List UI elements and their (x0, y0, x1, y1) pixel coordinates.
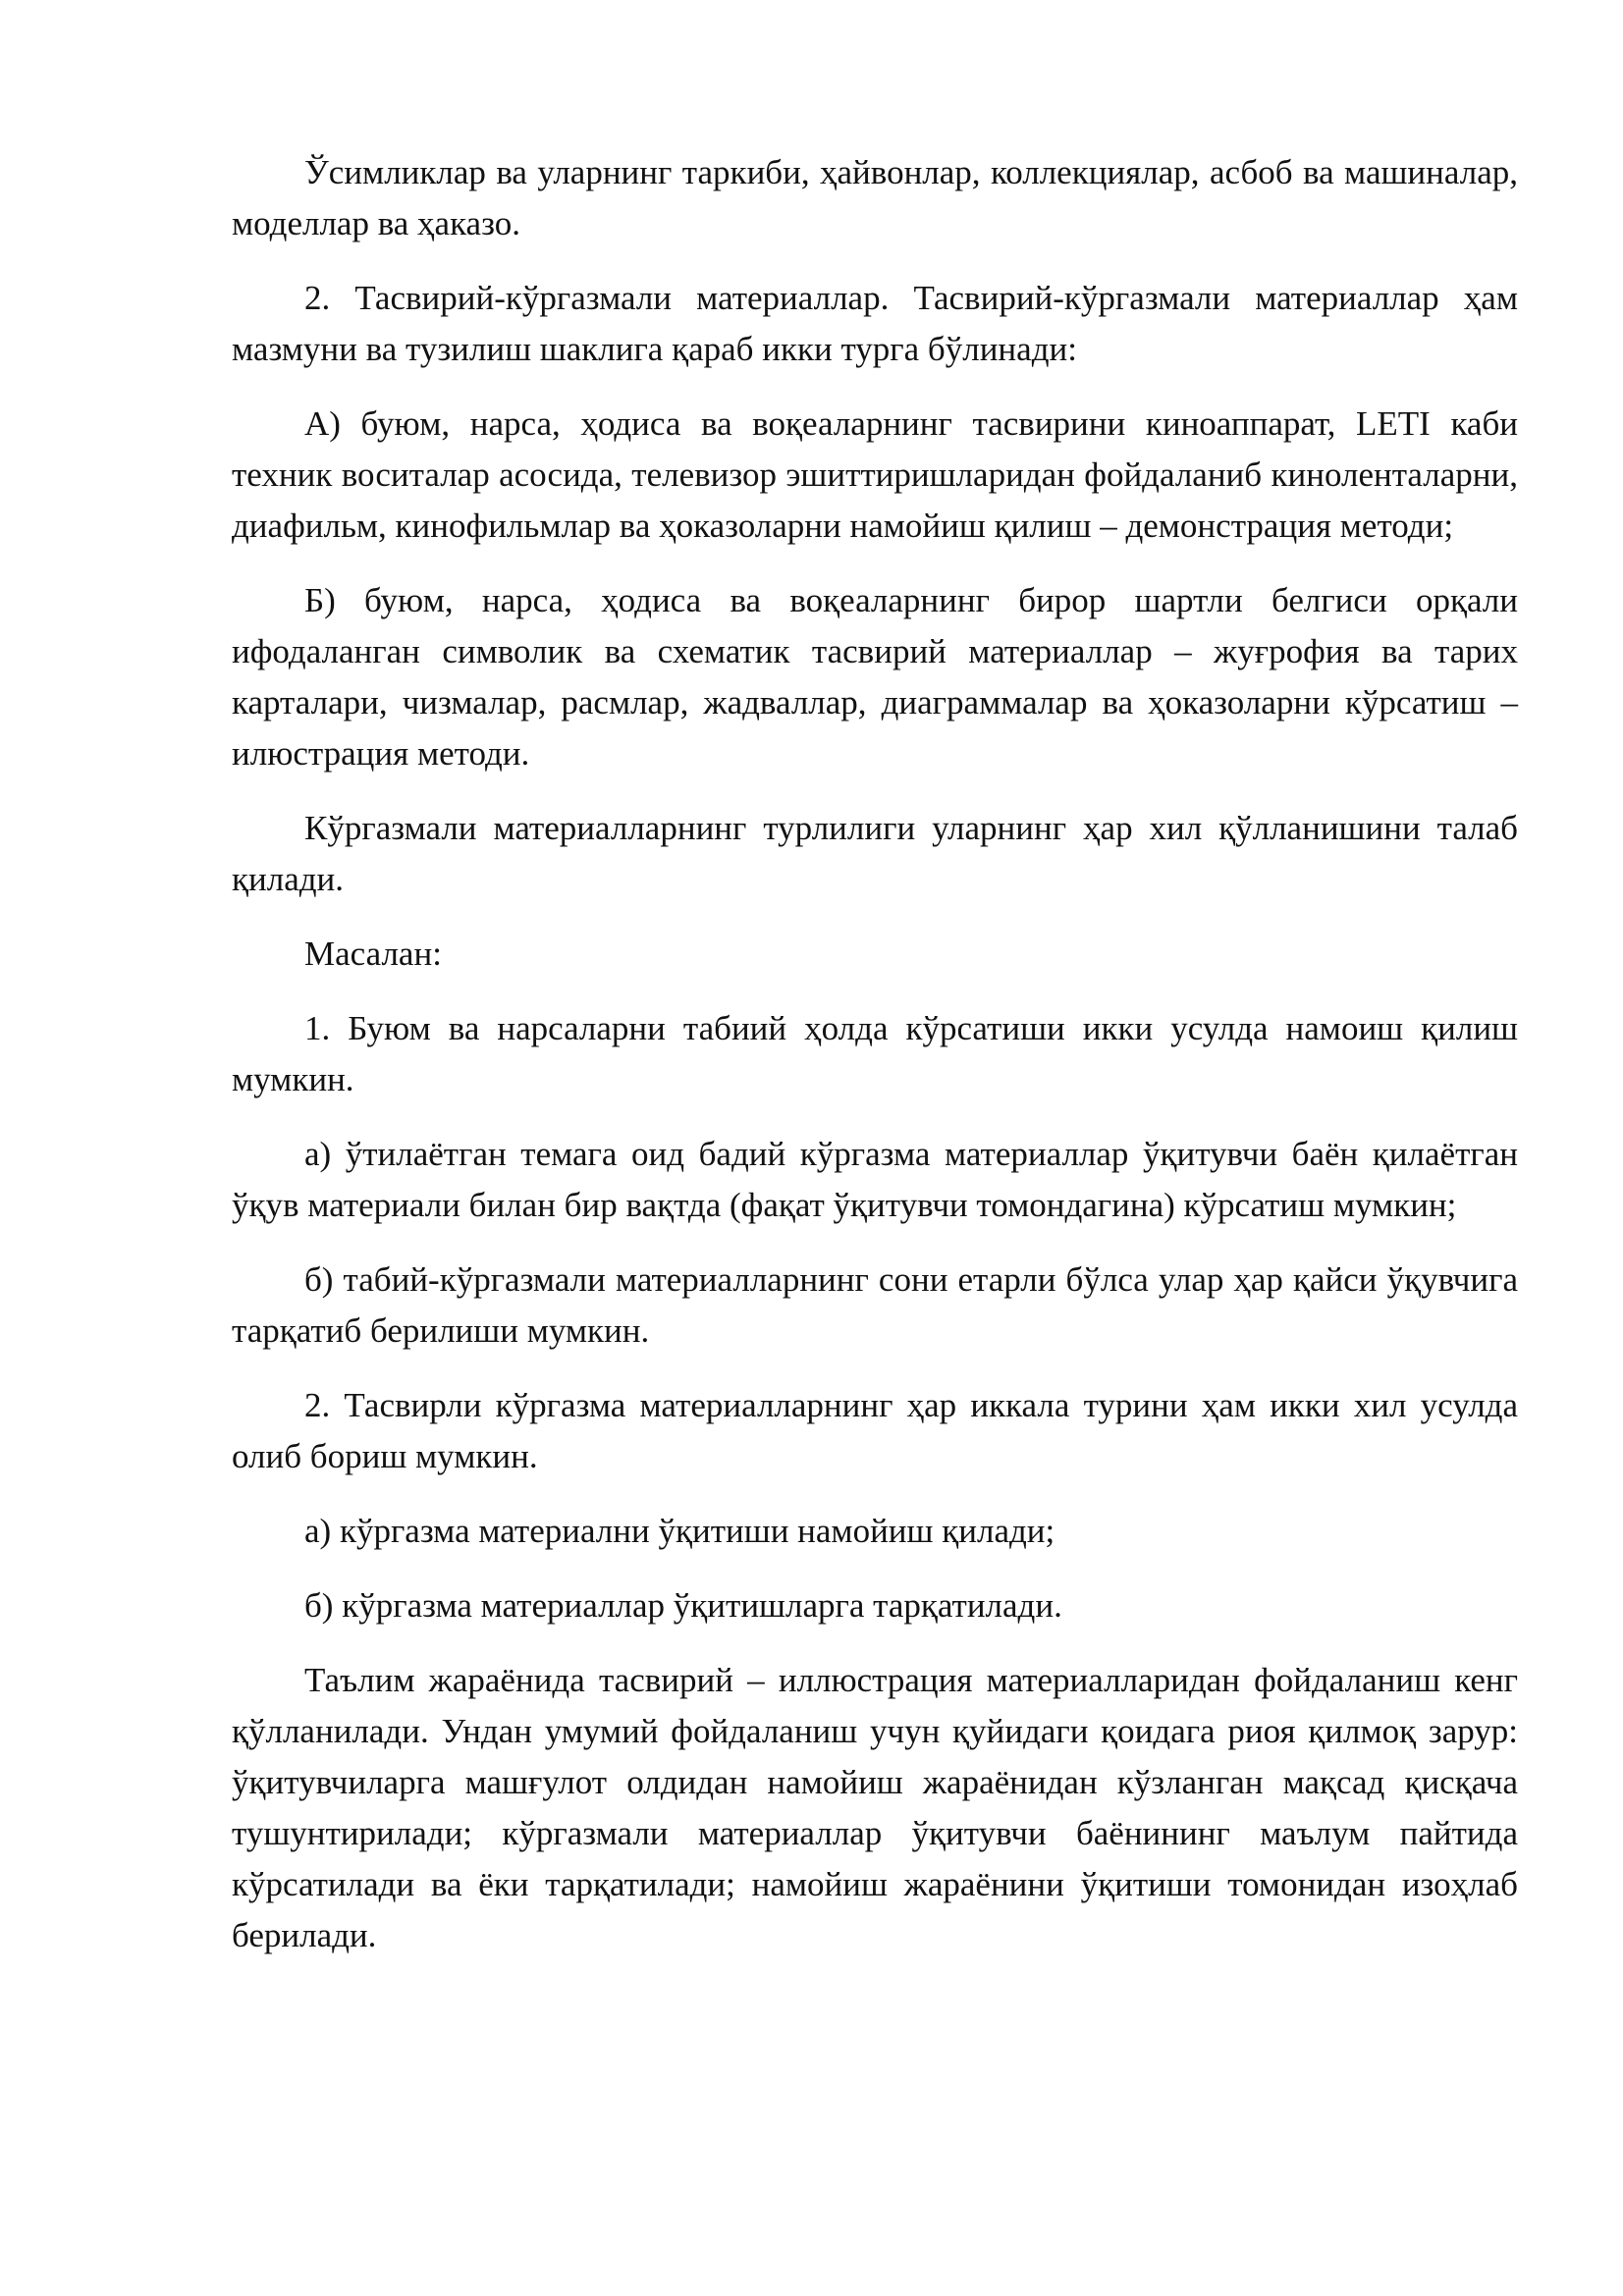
paragraph: б) кўргазма материаллар ўқитишларга тарқатилади. (304, 1586, 1062, 1625)
paragraph: 1. Буюм ва нарсаларни табиий ҳолда кўрсатиши икки усулда намоиш қилиш мумкин. (232, 1009, 1518, 1098)
paragraph: а) ўтилаётган темага оид бадий кўргазма материаллар ўқитувчи баён қилаётган ўқув материали билан бир вақтда (фақат ўқитувчи томондагина) кўрсатиш мумкин; (232, 1135, 1518, 1224)
paragraph: Кўргазмали материалларнинг турлилиги уларнинг ҳар хил қўлланишини талаб қилади. (232, 809, 1518, 898)
paragraph: Таълим жараёнида тасвирий – иллюстрация материалларидан фойдаланиш кенг қўлланилади. Ундан умумий фойдаланиш учун қуйидаги қоидага риоя қилмоқ зарур: ўқитувчиларга машғулот олдидан намойиш жараёнидан кўзланган мақсад қисқача тушунтирилади; кўргазмали материаллар ўқитувчи баёнининг маълум пайтида кўрсатилади ва ёки тарқатилади; намойиш жараёнини ўқитиши томонидан изоҳлаб берилади. (232, 1661, 1518, 1954)
paragraph: 2. Тасвирли кўргазма материалларнинг ҳар иккала турини ҳам икки хил усулда олиб бориш мумкин. (232, 1386, 1518, 1475)
paragraph: Б) буюм, нарса, ҳодиса ва воқеаларнинг бирор шартли белгиси орқали ифодаланган символик ва схематик тасвирий материаллар – жуғрофия ва тарих карталари, чизмалар, расмлар, жадваллар, диаграммалар ва ҳоказоларни кўрсатиш – илюстрация методи. (232, 581, 1518, 773)
paragraph: А) буюм, нарса, ҳодиса ва воқеаларнинг тасвирини киноаппарат, LETI каби техник воситалар асосида, телевизор эшиттиришларидан фойдаланиб киноленталарни, диафильм, кинофильмлар ва ҳоказоларни намойиш қилиш – демонстрация методи; (232, 404, 1518, 545)
paragraph: 2. Тасвирий-кўргазмали материаллар. Тасвирий-кўргазмали материаллар ҳам мазмуни ва тузилиш шаклига қараб икки турга бўлинади: (232, 279, 1518, 368)
paragraph: б) табий-кўргазмали материалларнинг сони етарли бўлса улар ҳар қайси ўқувчига тарқатиб берилиши мумкин. (232, 1260, 1518, 1350)
paragraph: Ўсимликлар ва уларнинг таркиби, ҳайвонлар, коллекциялар, асбоб ва машиналар, моделлар ва ҳаказо. (232, 153, 1518, 242)
paragraph: Масалан: (304, 934, 442, 973)
paragraph: а) кўргазма материални ўқитиши намойиш қилади; (304, 1512, 1055, 1550)
document-page (232, 147, 1518, 1985)
